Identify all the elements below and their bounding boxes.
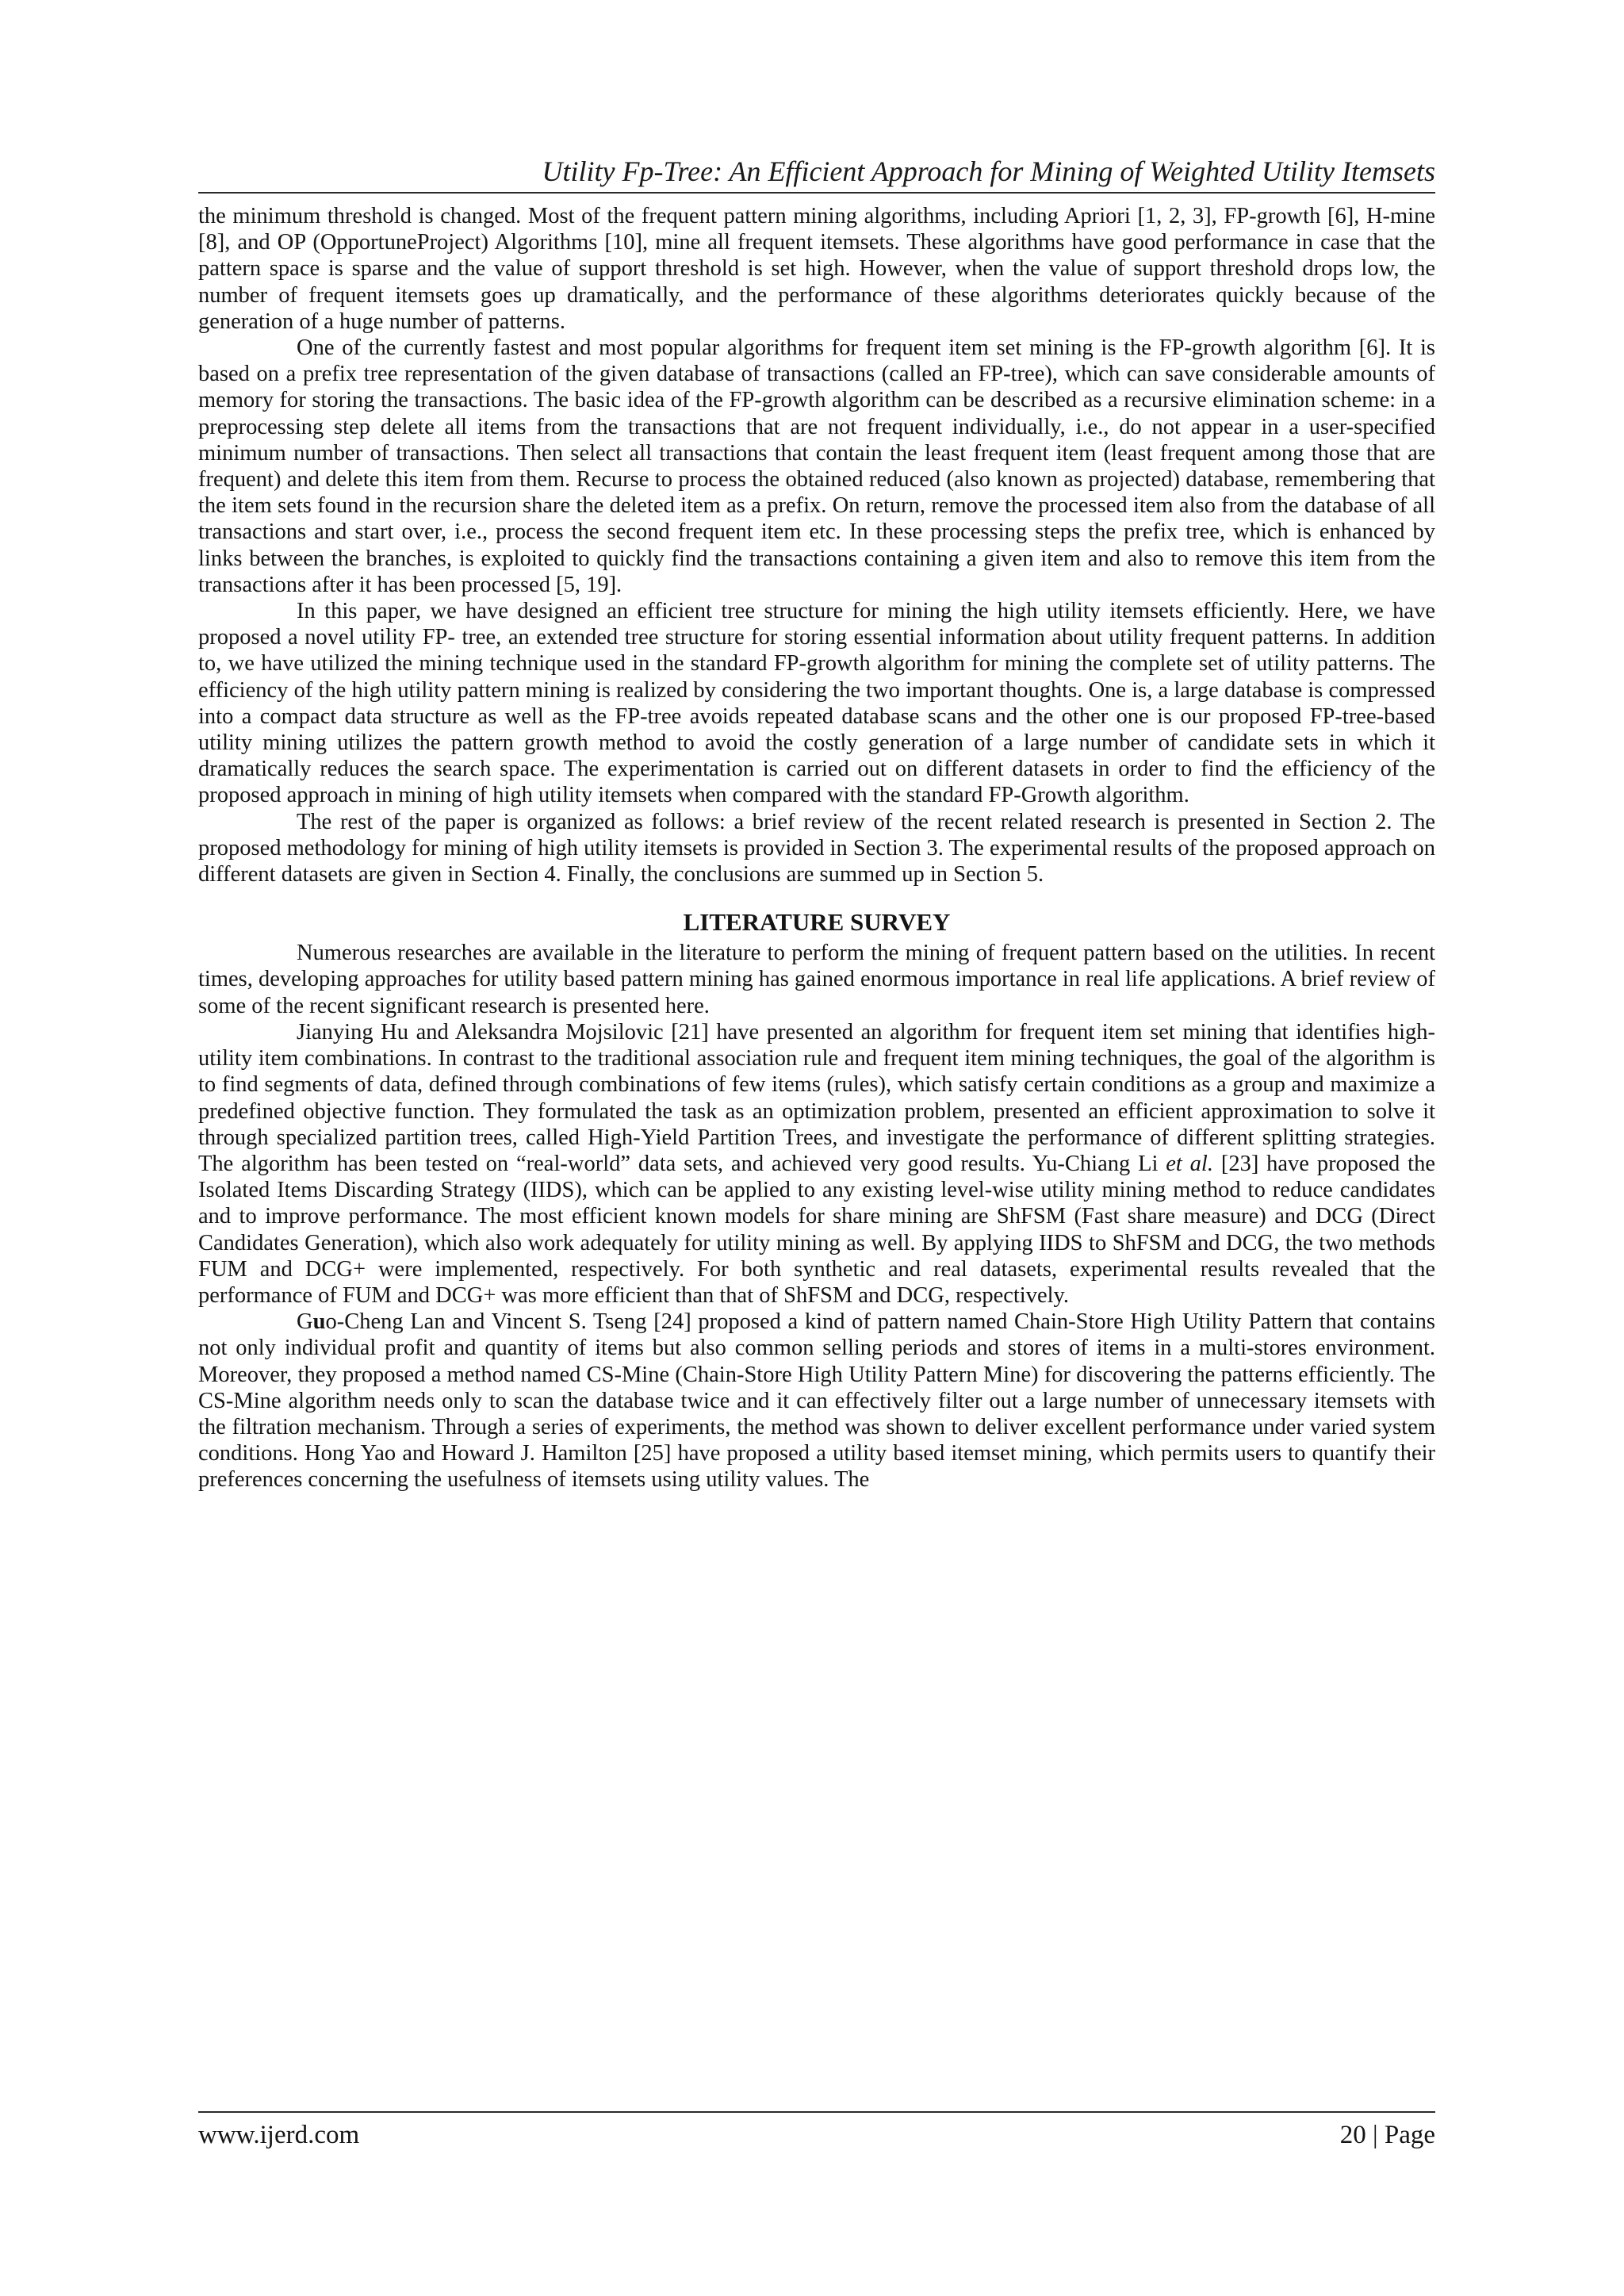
paragraph: In this paper, we have designed an efficient tree structure for mining the high utility itemsets efficiently. Here, we have proposed a novel utility FP- tree, an extended tree structure for storing essential information about utility frequent patterns. In addition to, we have utilized the mining technique used in the standard FP-growth algorithm for mining the complete set of utility patterns. The efficiency of the high utility pattern mining is realized by considering the two important thoughts. One is, a large database is compressed into a compact data structure as well as the FP-tree avoids repeated database scans and the other one is our proposed FP-tree-based utility mining utilizes the pattern growth method to avoid the costly generation of a large number of candidate sets in which it dramatically reduces the search space. The experimentation is carried out on different datasets in order to find the efficiency of the proposed approach in mining of high utility itemsets when compared with the standard FP-Growth algorithm. (198, 599, 1435, 808)
text-run: [23] have proposed the Isolated Items Discarding Strategy (IIDS), which can be applied to any existing level-wise utility mining method to reduce candidates and to improve performance. The most efficient known models for share mining are ShFSM (Fast share measure) and DCG (Direct Candidates Generation), which also work adequately for utility mining as well. By applying IIDS to ShFSM and DCG, the two methods FUM and DCG+ were implemented, respectively. For both synthetic and real datasets, experimental results revealed that the performance of FUM and DCG+ was more efficient than that of ShFSM and DCG, respectively. (198, 1151, 1435, 1308)
text-run: Jianying Hu and Aleksandra Mojsilovic [21] have presented an algorithm for frequent item set mining that identifies high-utility item combinations. In contrast to the traditional association rule and frequent item mining techniques, the goal of the algorithm is to find segments of data, defined through combinations of few items (rules), which satisfy certain conditions as a group and maximize a predefined objective function. They formulated the task as an optimization problem, presented an efficient approximation to solve it through specialized partition trees, called High-Yield Partition Trees, and investigate the performance of different splitting strategies. The algorithm has been tested on “real-world” data sets, and achieved very good results. Yu-Chiang Li (198, 1019, 1435, 1176)
paragraph: The rest of the paper is organized as follows: a brief review of the recent related research is presented in Section 2. The proposed methodology for mining of high utility itemsets is provided in Section 3. The experimental results of the proposed approach on different datasets are given in Section 4. Finally, the conclusions are summed up in Section 5. (198, 809, 1435, 887)
section-heading: LITERATURE SURVEY (683, 908, 951, 937)
paragraph (198, 1019, 1435, 1309)
footer-page-number: 20 | Page (1339, 2121, 1435, 2149)
footer-website: www.ijerd.com (198, 2121, 360, 2149)
paragraph (198, 1309, 1435, 1493)
bold-run: u (312, 1309, 326, 1335)
footer-rule (198, 2111, 1435, 2113)
body-text (198, 203, 1435, 1493)
paragraph: Numerous researches are available in the literature to perform the mining of frequent pattern based on the utilities. In recent times, developing approaches for utility based pattern mining has gained enormous importance in real life applications. A brief review of some of the recent significant research is presented here. (198, 941, 1435, 1018)
running-title: Utility Fp-Tree: An Efficient Approach for Mining of Weighted Utility Itemsets (542, 155, 1435, 187)
paragraph: One of the currently fastest and most popular algorithms for frequent item set mining is the FP-growth algorithm [6]. It is based on a prefix tree representation of the given database of transactions (called an FP-tree), which can save considerable amounts of memory for storing the transactions. The basic idea of the FP-growth algorithm can be described as a recursive elimination scheme: in a preprocessing step delete all items from the transactions that are not frequent individually, i.e., do not appear in a user-specified minimum number of transactions. Then select all transactions that contain the least frequent item (least frequent among those that are frequent) and delete this item from them. Recurse to process the obtained reduced (also known as projected) database, remembering that the item sets found in the recursion share the deleted item as a prefix. On return, remove the processed item also from the database of all transactions and start over, i.e., process the second frequent item etc. In these processing steps the prefix tree, which is enhanced by links between the branches, is exploited to quickly find the transactions containing a given item and also to remove this item from the transactions after it has been processed [5, 19]. (198, 335, 1435, 597)
text-run: o-Cheng Lan and Vincent S. Tseng [24] proposed a kind of pattern named Chain-Store High Utility Pattern that contains not only individual profit and quantity of items but also common selling periods and stores of items in a multi-stores environment. Moreover, they proposed a method named CS-Mine (Chain-Store High Utility Pattern Mine) for discovering the patterns efficiently. The CS-Mine algorithm needs only to scan the database twice and it can effectively filter out a large number of unnecessary itemsets with the filtration mechanism. Through a series of experiments, the method was shown to deliver excellent performance under varied system conditions. Hong Yao and Howard J. Hamilton [25] have proposed a utility based itemset mining, which permits users to quantify their preferences concerning the usefulness of itemsets using utility values. The (198, 1309, 1435, 1493)
header-rule (198, 192, 1435, 194)
italic-run: et al. (1166, 1151, 1213, 1176)
text-run: G (297, 1309, 313, 1335)
paragraph: the minimum threshold is changed. Most of the frequent pattern mining algorithms, including Apriori [1, 2, 3], FP-growth [6], H-mine [8], and OP (OpportuneProject) Algorithms [10], mine all frequent itemsets. These algorithms have good performance in case that the pattern space is sparse and the value of support threshold is set high. However, when the value of support threshold drops low, the number of frequent itemsets goes up dramatically, and the performance of these algorithms deteriorates quickly because of the generation of a huge number of patterns. (198, 204, 1435, 334)
